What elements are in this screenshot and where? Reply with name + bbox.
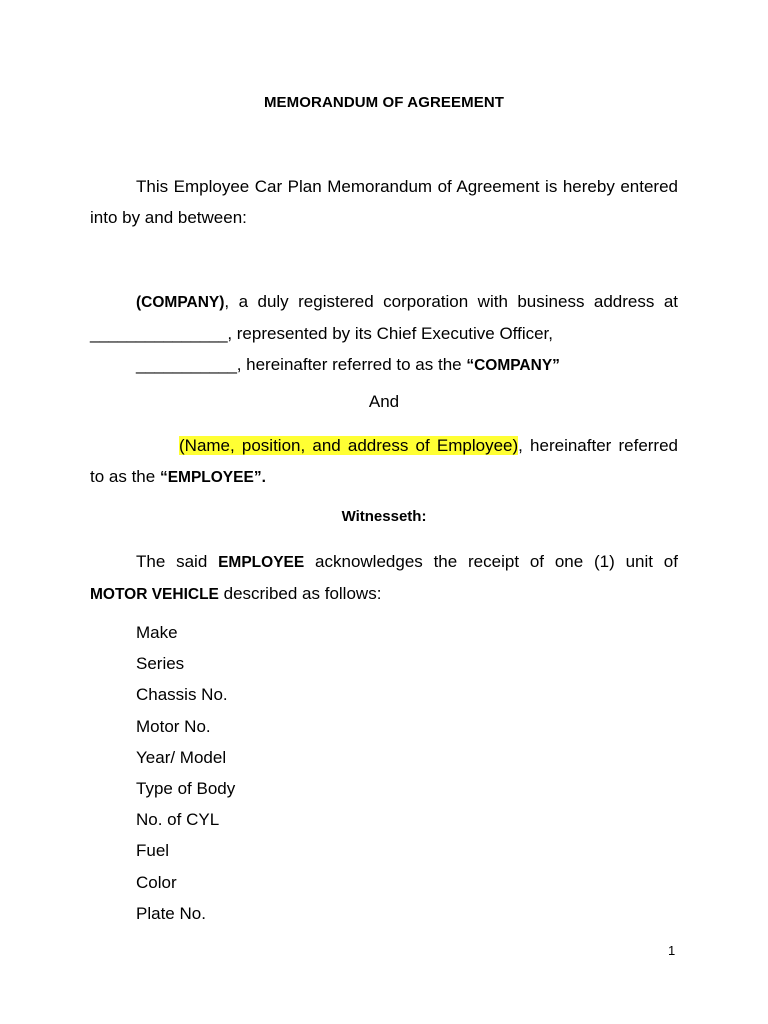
witnesseth-heading: Witnesseth: — [341, 508, 427, 525]
company-text-1: , a duly registered corporation with business address at — [224, 292, 678, 311]
employee-placeholder-highlight: (Name, position, and address of Employee) — [179, 436, 519, 455]
and-separator: And — [368, 392, 400, 411]
ack-employee-bold: EMPLOYEE — [218, 554, 305, 571]
vehicle-field-color: Color — [136, 872, 177, 892]
company-reference: “COMPANY” — [466, 357, 560, 374]
employee-text-1: , hereinafter referred to as the — [90, 436, 679, 486]
intro-paragraph: This Employee Car Plan Memorandum of Agreement is hereby entered into by and between: — [90, 177, 678, 227]
vehicle-field-fuel: Fuel — [136, 841, 170, 861]
vehicle-field-no-of-cyl: No. of CYL — [136, 810, 220, 830]
vehicle-field-plate-no: Plate No. — [136, 903, 206, 923]
vehicle-field-type-of-body: Type of Body — [136, 778, 236, 798]
employee-reference: “EMPLOYEE”. — [159, 469, 266, 486]
ack-text-3: described as follows: — [218, 584, 382, 603]
company-label: (COMPANY) — [136, 294, 225, 311]
vehicle-field-motor-no: Motor No. — [136, 716, 211, 736]
company-text-2: , represented by its Chief Executive Officer, — [227, 324, 554, 343]
company-line-3 — [90, 349, 678, 381]
company-text-3: , hereinafter referred to as the — [236, 355, 467, 374]
vehicle-field-make: Make — [136, 623, 178, 642]
ack-vehicle-bold: MOTOR VEHICLE — [90, 586, 219, 603]
page-number: 1 — [668, 943, 676, 958]
vehicle-field-list — [136, 617, 235, 929]
document-title: MEMORANDUM OF AGREEMENT — [263, 94, 505, 111]
vehicle-field-series: Series — [136, 654, 185, 674]
ack-text-1: The said — [136, 552, 219, 571]
vehicle-field-chassis-no: Chassis No. — [136, 685, 228, 705]
vehicle-field-year-model: Year/ Model — [136, 747, 227, 767]
business-address-blank: _______________ — [90, 324, 228, 343]
acknowledgement-paragraph — [90, 546, 678, 610]
ceo-name-blank: ___________ — [136, 355, 237, 374]
company-paragraph — [90, 286, 678, 381]
employee-paragraph — [90, 430, 678, 493]
ack-text-2: acknowledges the receipt of one (1) unit of — [304, 552, 678, 571]
